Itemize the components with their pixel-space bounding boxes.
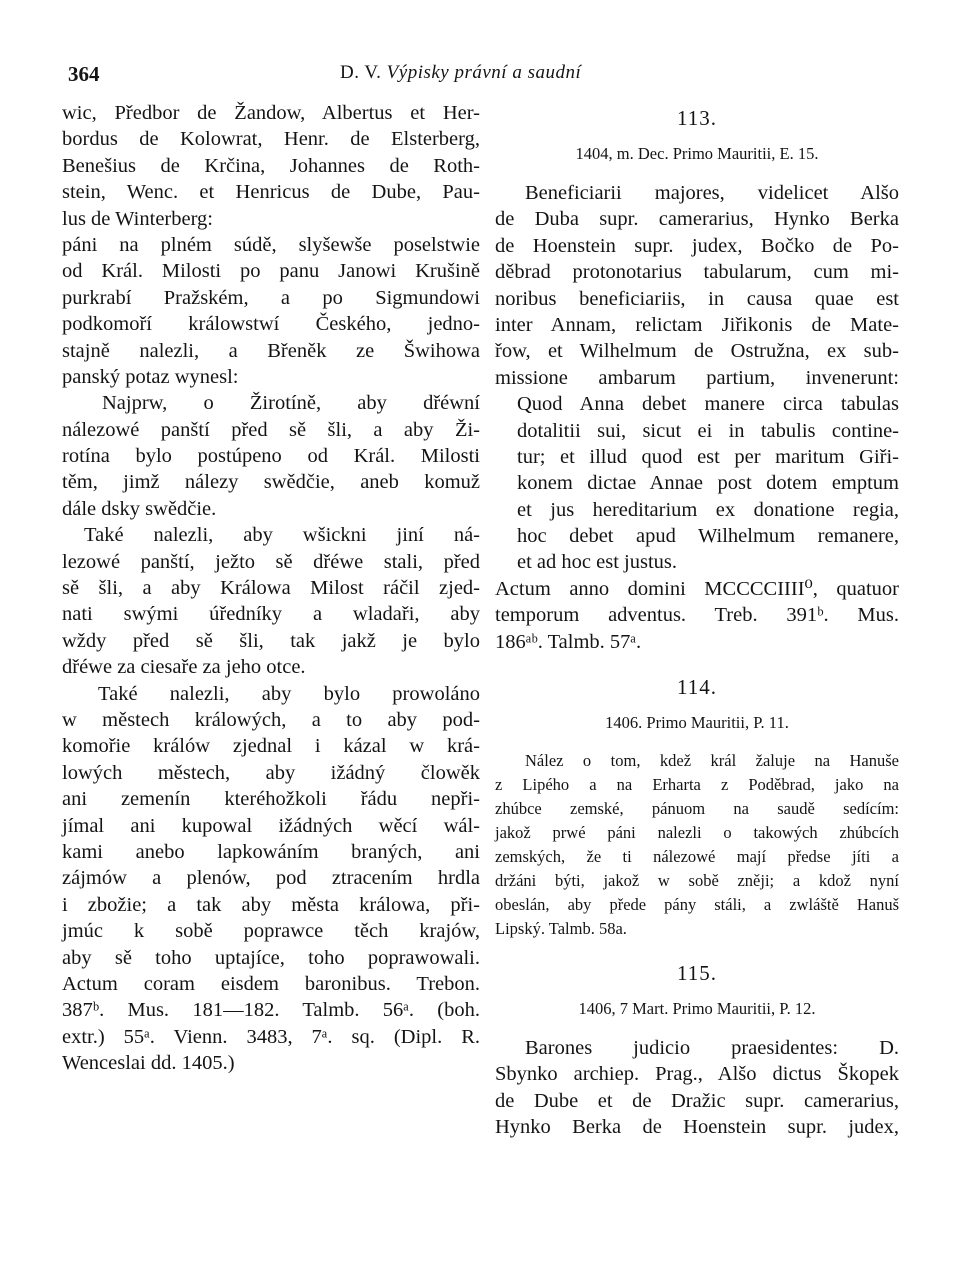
text-line: Barones judicio praesidentes: D. xyxy=(525,1037,899,1060)
text-line: stein, Wenc. et Henricus de Dube, Pau- xyxy=(62,181,480,204)
text-line: dřéwe za ciesaře za jeho otce. xyxy=(62,656,306,679)
text-line: extr.) 55ᵃ. Vienn. 3483, 7ᵃ. sq. (Dipl. R. xyxy=(62,1025,480,1048)
text-line: lowých městech, aby ižádný člowěk xyxy=(62,761,480,784)
left-column xyxy=(62,100,480,1076)
text-line: noribus beneficiariis, in causa quae est xyxy=(495,287,899,310)
entry-date-113: 1404, m. Dec. Primo Mauritii, E. 15. xyxy=(575,144,819,163)
entry-114-text xyxy=(495,749,899,941)
text-line: purkrabí Pražském, a po Sigmundowi xyxy=(62,286,480,309)
text-line: jmúc k sobě poprawce těch krajów, xyxy=(62,920,480,943)
text-line: nati swými úředníky a wladaři, aby xyxy=(62,603,480,626)
text-line: wždy před sě šli, tak jakž je bylo xyxy=(62,629,480,652)
running-title-text: Výpisky právní a saudní xyxy=(386,62,582,83)
text-line: konem dictae Annae post dotem emptum xyxy=(517,472,899,495)
text-line: inter Annam, relictam Jiřikonis de Mate- xyxy=(495,313,899,336)
text-line: dále dsky swědčie. xyxy=(62,497,217,520)
text-line: obeslán, aby přede pány stáli, a zwláště Hanuš xyxy=(495,895,899,915)
text-line: zemských, že ti nálezowé mají předse jíti a xyxy=(495,847,899,867)
text-line: Najprw, o Žirotíně, aby dřéwní xyxy=(102,392,480,415)
entry-date-114: 1406. Primo Mauritii, P. 11. xyxy=(605,713,789,733)
text-line: sě šli, a aby Králowa Milost ráčil zjed- xyxy=(62,577,480,600)
text-line: držáni býti, jakož w sobě zněji; a kdož nyní xyxy=(495,871,899,891)
text-line: podkomoří králowstwí Českého, jedno- xyxy=(62,313,480,336)
text-line: Také nalezli, aby wšickni jiní ná- xyxy=(84,524,480,547)
text-line: temporum adventus. Treb. 391ᵇ. Mus. xyxy=(495,604,899,627)
text-line: z Lipého a na Erharta z Poděbrad, jako na xyxy=(495,775,899,795)
text-line: těm, jimž nálezy swědčie, aneb komuž xyxy=(62,471,480,494)
text-line: jímal ani kupowal ižádných wěcí wál- xyxy=(62,814,480,837)
entry-number-114: 114. xyxy=(677,675,717,700)
text-line: Quod Anna debet manere circa tabulas xyxy=(517,393,899,416)
entry-number-115: 115. xyxy=(677,961,717,986)
text-line: tur; et illud quod est per maritum Giři- xyxy=(517,445,899,468)
text-line: wic, Předbor de Žandow, Albertus et Her- xyxy=(62,102,480,124)
text-line: 387ᵇ. Mus. 181—182. Talmb. 56ᵃ. (boh. xyxy=(62,999,480,1022)
text-line: et jus hereditarium ex donatione regia, xyxy=(517,498,899,521)
text-line: 186ᵃᵇ. Talmb. 57ᵃ. xyxy=(495,630,642,653)
text-line: kami anebo lapkowáním braných, ani xyxy=(62,840,480,863)
text-line: stajně nalezli, a Břeněk ze Šwihowa xyxy=(62,339,480,362)
text-line: Lipský. Talmb. 58a. xyxy=(495,919,627,939)
text-line: missione ambarum partium, invenerunt: xyxy=(495,366,899,389)
text-line: de Dube et de Dražic supr. camerarius, xyxy=(495,1089,899,1112)
text-line: aby sě toho uptajíce, toho poprawowali. xyxy=(62,946,480,969)
running-title xyxy=(340,62,581,84)
text-line: Actum anno domini MCCCCIIII⁰, quatuor xyxy=(495,577,899,600)
text-line: komořie králów zjednal i kázal w krá- xyxy=(62,735,480,758)
text-line: lus de Winterberg: xyxy=(62,207,213,230)
text-line: Beneficiarii majores, videlicet Alšo xyxy=(525,182,899,204)
text-line: bordus de Kolowrat, Henr. de Elsterberg, xyxy=(62,128,480,151)
text-line: jakož prwé páni nalezli o takowých zhúbcích xyxy=(495,823,899,843)
text-line: hoc debet apud Wilhelmum remanere, xyxy=(517,525,899,548)
text-line: et ad hoc est justus. xyxy=(517,551,677,574)
text-line: nálezowé panští před sě šli, a aby Ži- xyxy=(62,418,480,441)
text-line: de Hoenstein supr. judex, Bočko de Po- xyxy=(495,234,899,257)
text-line: zhúbce zemské, pánuom na saudě sedícím: xyxy=(495,799,899,819)
running-header xyxy=(68,62,888,90)
text-line: lezowé panští, ježto sě dřéwe stali, před xyxy=(62,550,480,573)
text-line: w městech králowých, a to aby pod- xyxy=(62,708,480,731)
text-line: i zbožie; a tak aby města králowa, při- xyxy=(62,893,480,916)
text-line: od Král. Milosti po panu Janowi Krušině xyxy=(62,260,480,283)
text-line: Nález o tom, kdež král žaluje na Hanuše xyxy=(525,751,899,771)
text-line: panský potaz wynesl: xyxy=(62,365,239,388)
text-line: děbrad protonotarius tabularum, cum mi- xyxy=(495,261,899,284)
entry-date-115: 1406, 7 Mart. Primo Mauritii, P. 12. xyxy=(578,999,816,1019)
text-line: Hynko Berka de Hoenstein supr. judex, xyxy=(495,1116,899,1139)
text-line: Také nalezli, aby bylo prowoláno xyxy=(98,682,480,705)
text-line: Wenceslai dd. 1405.) xyxy=(62,1052,235,1075)
text-line: páni na plném súdě, slyšewše poselstwie xyxy=(62,233,480,256)
text-line: Actum coram eisdem baronibus. Trebon. xyxy=(62,972,480,995)
text-line: Benešius de Krčina, Johannes de Roth- xyxy=(62,154,480,177)
running-prefix: D. V. xyxy=(340,62,382,83)
text-line: ani zemenín kteréhožkoli řádu nepři- xyxy=(62,788,480,811)
text-line: Sbynko archiep. Prag., Alšo dictus Škopek xyxy=(495,1063,899,1086)
text-line: řow, et Wilhelmum de Ostružna, ex sub- xyxy=(495,340,899,363)
text-line: de Duba supr. camerarius, Hynko Berka xyxy=(495,208,899,231)
entry-number-113: 113. xyxy=(677,106,717,130)
text-line: zájmów a plenów, pod ztracením hrdla xyxy=(62,867,480,890)
page-number: 364 xyxy=(68,62,100,86)
text-line: rotína bylo postúpeno od Král. Milosti xyxy=(62,445,480,468)
text-line: dotalitii sui, sicut ei in tabulis contine- xyxy=(517,419,899,442)
right-column xyxy=(495,100,899,1141)
